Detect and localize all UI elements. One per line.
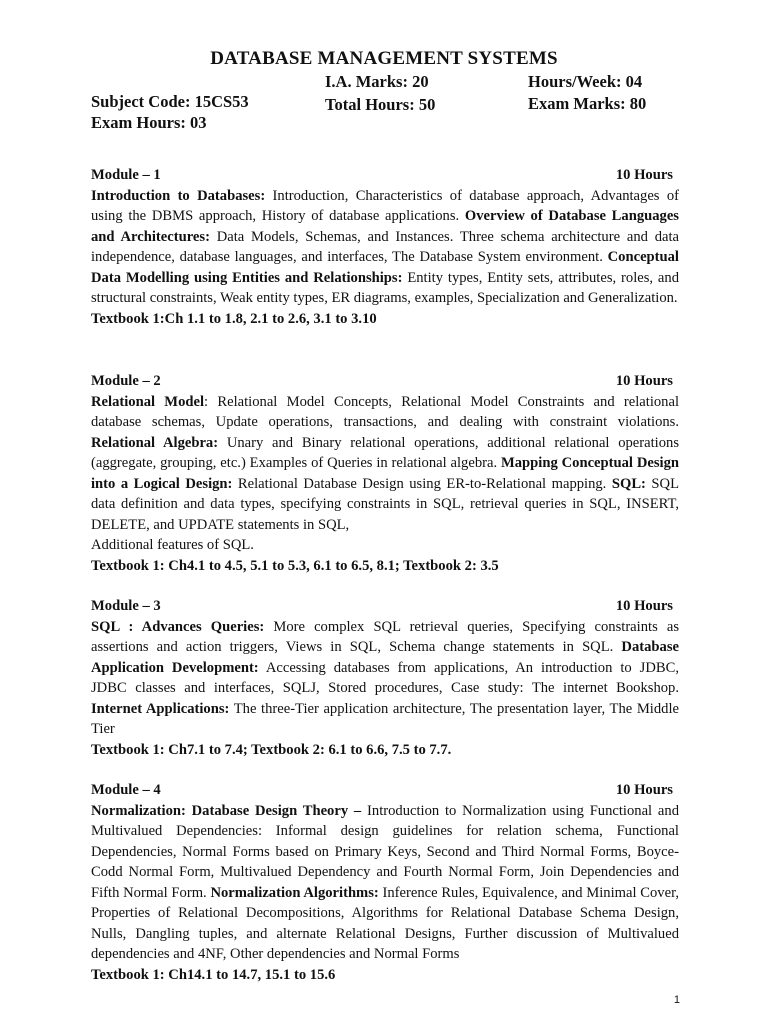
exam-marks: Exam Marks: 80	[528, 94, 647, 113]
subject-code: Subject Code: 15CS53	[91, 92, 249, 111]
module-hours: 10 Hours	[615, 373, 673, 389]
topic-heading: Internet Applications:	[91, 700, 230, 717]
topic-heading: Database Application Development:	[91, 639, 679, 676]
module-title: Module – 2	[91, 373, 161, 389]
module-header	[91, 165, 679, 186]
module-2	[91, 371, 679, 576]
topic-heading: Conceptual Data Modelling using Entities and Relationships:	[91, 249, 679, 286]
module-3	[91, 596, 679, 760]
page-title: DATABASE MANAGEMENT SYSTEMS	[210, 48, 558, 69]
topic-heading: SQL : Advances Queries:	[91, 618, 265, 635]
module-description: Normalization: Database Design Theory – Introduction to Normalization using Functional and Multivalued Dependencies: Informal design guidelines for relation schema, Functional Dependencies, Normal Forms based on Primary Keys, Second and Third Normal Forms, Boyce-Codd Normal Form, Multivalued Dependency and Fourth Normal Form, Join Dependencies and Fifth Normal Form. Normalization Algorithms: Inference Rules, Equivalence, and Minimal Cover, Properties of Relational Decompositions, Algorithms for Relational Database Schema Design, Nulls, Dangling tuples, and alternate Relational Designs, Further discussion of Multivalued dependencies and 4NF, Other dependencies and Normal Forms	[91, 802, 679, 962]
topic-heading: Normalization Algorithms:	[210, 884, 379, 901]
module-header	[91, 371, 679, 392]
ia-marks: I.A. Marks: 20	[325, 72, 429, 91]
exam-hours: Exam Hours: 03	[91, 113, 207, 132]
module-textbook: Textbook 1: Ch4.1 to 4.5, 5.1 to 5.3, 6.1 to 6.5, 8.1; Textbook 2: 3.5	[91, 557, 499, 574]
total-hours: Total Hours: 50	[325, 95, 436, 114]
module-description: Relational Model: Relational Model Concepts, Relational Model Constraints and relational database schemas, Update operations, transactions, and dealing with constraint violations. Relational Algebra: Unary and Binary relational operations, additional relational operations (aggregate, grouping, etc.) Examples of Queries in relational algebra. Mapping Conceptual Design into a Logical Design: Relational Database Design using ER-to-Relational mapping. SQL: SQL data definition and data types, specifying constraints in SQL, retrieval queries in SQL, INSERT, DELETE, and UPDATE statements in SQL, Additional features of SQL.	[91, 393, 680, 553]
topic-heading: Normalization: Database Design Theory –	[91, 802, 362, 819]
module-textbook: Textbook 1: Ch14.1 to 14.7, 15.1 to 15.6	[91, 966, 336, 983]
module-textbook: Textbook 1:Ch 1.1 to 1.8, 2.1 to 2.6, 3.1 to 3.10	[91, 310, 377, 327]
module-hours: 10 Hours	[615, 598, 673, 614]
module-header	[91, 596, 679, 617]
hours-per-week: Hours/Week: 04	[528, 72, 643, 91]
module-title: Module – 3	[91, 598, 161, 614]
topic-heading: Relational Algebra:	[91, 434, 219, 451]
module-title: Module – 4	[91, 782, 161, 798]
topic-heading: Overview of Database Languages and Architectures:	[91, 208, 679, 245]
topic-heading: Mapping Conceptual Design into a Logical Design:	[91, 455, 679, 492]
module-description: SQL : Advances Queries: More complex SQL retrieval queries, Specifying constraints as assertions and action triggers, Views in SQL, Schema change statements in SQL. Database Application Development: Accessing databases from applications, An introduction to JDBC, JDBC classes and interfaces, SQLJ, Stored procedures, Case study: The internet Bookshop. Internet Applications: The three-Tier application architecture, The presentation layer, The Middle Tier	[91, 618, 680, 737]
module-header	[91, 780, 679, 801]
module-textbook: Textbook 1: Ch7.1 to 7.4; Textbook 2: 6.1 to 6.6, 7.5 to 7.7.	[91, 741, 452, 758]
module-description: Introduction to Databases: Introduction, Characteristics of database approach, Advantages of using the DBMS approach, History of database applications. Overview of Database Languages and Architectures: Data Models, Schemas, and Instances. Three schema architecture and data independence, database languages, and interfaces, The Database System environment. Conceptual Data Modelling using Entities and Relationships: Entity types, Entity sets, attributes, roles, and structural constraints, Weak entity types, ER diagrams, examples, Specialization and Generalization.	[91, 187, 679, 306]
module-4	[91, 780, 679, 985]
topic-heading: Introduction to Databases:	[91, 187, 266, 204]
module-hours: 10 Hours	[615, 167, 673, 183]
module-title: Module – 1	[91, 167, 161, 183]
page-number: 1	[673, 994, 680, 1006]
topic-heading: SQL:	[611, 475, 646, 492]
module-1	[91, 165, 679, 329]
module-hours: 10 Hours	[615, 782, 673, 798]
topic-heading: Relational Model	[91, 393, 205, 410]
